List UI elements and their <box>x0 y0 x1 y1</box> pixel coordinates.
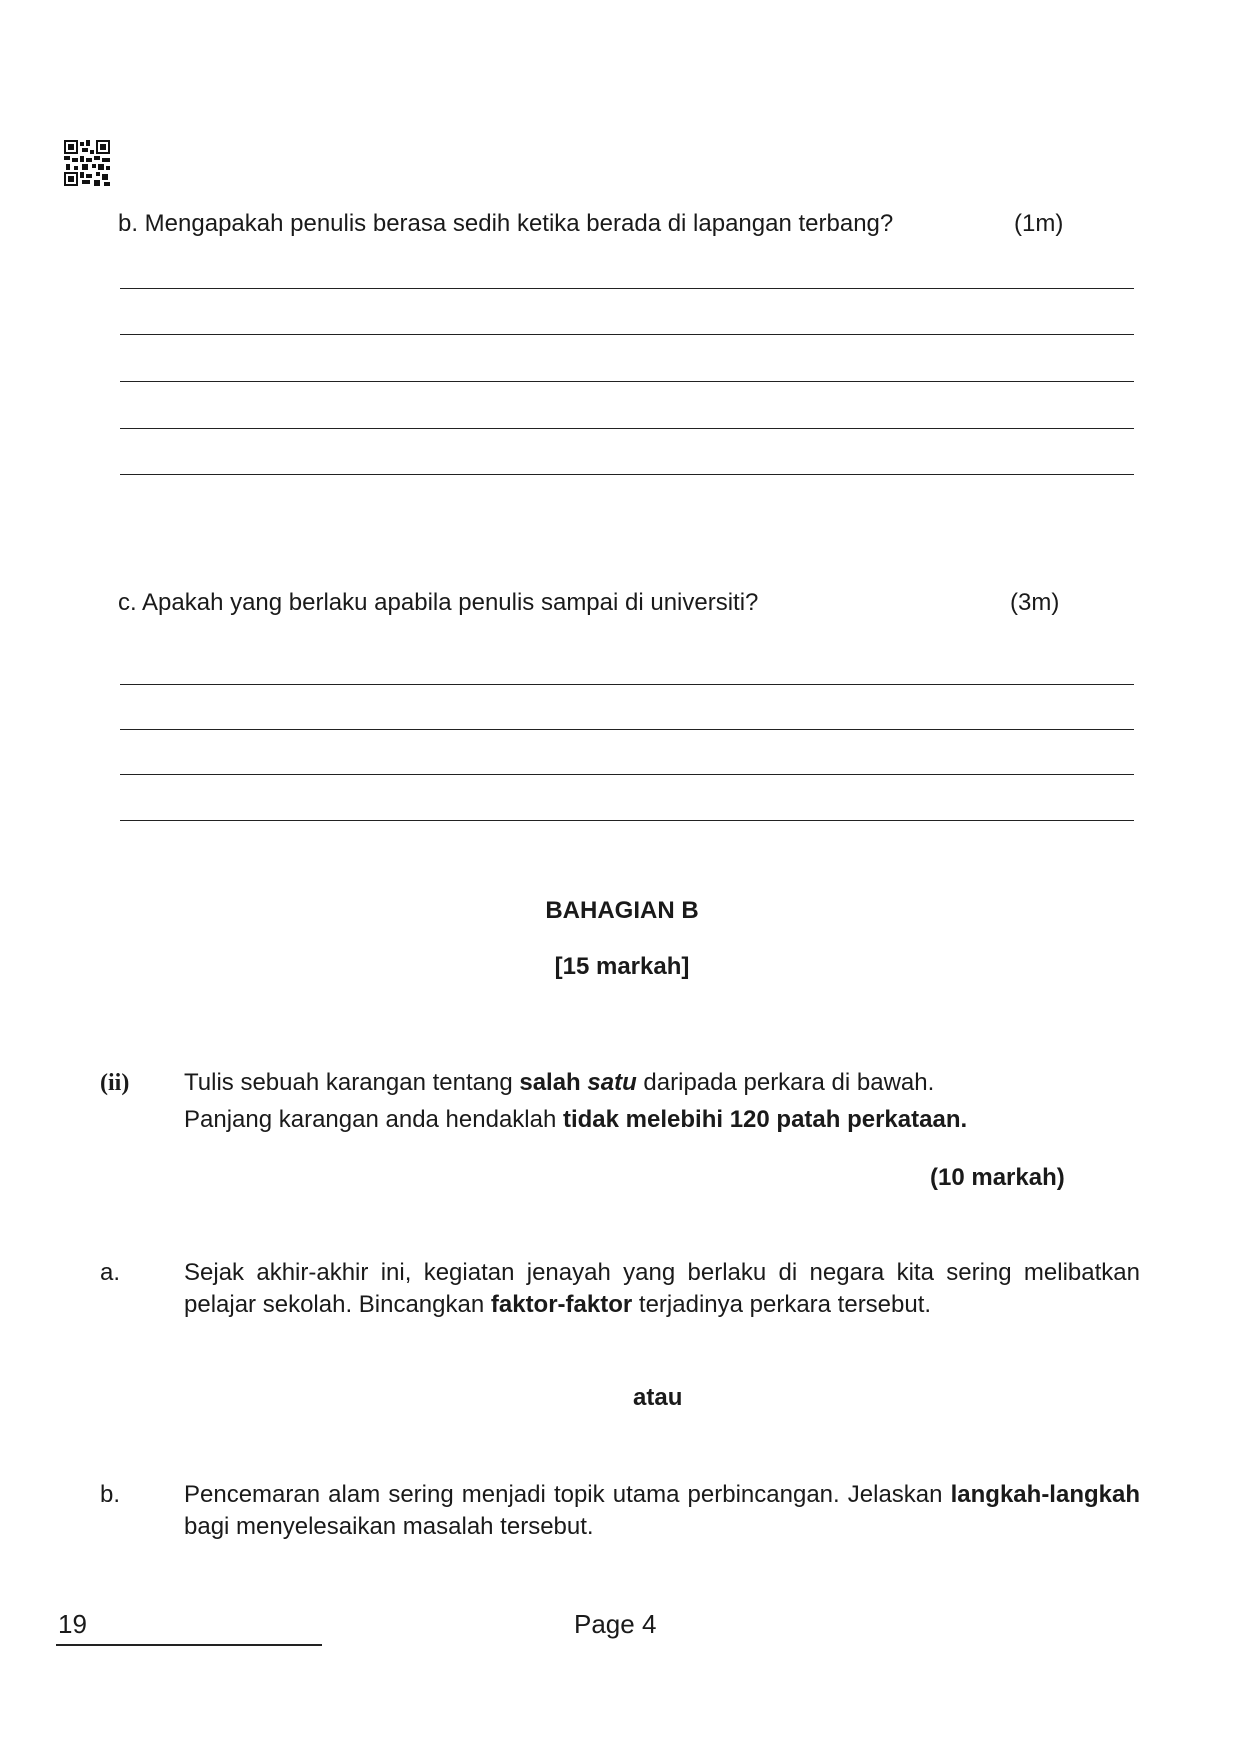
footer-number: 19 <box>58 1609 87 1639</box>
instruction-emphasis: tidak melebihi 120 patah perkataan. <box>562 1106 968 1133</box>
instruction-text: daripada perkara di bawah. <box>636 1069 935 1096</box>
option-b-text <box>184 1479 1140 1543</box>
instruction-emphasis: satu <box>587 1069 637 1096</box>
answer-line[interactable] <box>120 820 1134 821</box>
or-label: atau <box>633 1384 683 1411</box>
instruction-line-2 <box>184 1104 967 1136</box>
answer-line[interactable] <box>120 729 1134 730</box>
answer-line[interactable] <box>120 428 1134 429</box>
option-b-text-part: Pencemaran alam sering menjadi topik utama perbincangan. Jelaskan <box>184 1481 951 1508</box>
question-c-text: c. Apakah yang berlaku apabila penulis sampai di universiti? <box>118 589 759 616</box>
instruction-line-1 <box>184 1067 934 1099</box>
question-c-marks: (3m) <box>1010 589 1060 616</box>
option-a-emphasis: faktor-faktor <box>490 1291 633 1318</box>
instruction-marks: (10 markah) <box>930 1164 1065 1191</box>
section-title: BAHAGIAN B <box>545 897 699 924</box>
section-total-marks: [15 markah] <box>554 953 690 980</box>
option-a-label: a. <box>100 1259 121 1286</box>
question-b-text: b. Mengapakah penulis berasa sedih ketika berada di lapangan terbang? <box>118 210 894 237</box>
footer-divider <box>56 1644 322 1646</box>
qr-code-icon <box>64 140 110 186</box>
option-a-text <box>184 1257 1140 1321</box>
option-b-text-part: bagi menyelesaikan masalah tersebut. <box>184 1513 594 1540</box>
option-a-text-part: Sejak akhir-akhir ini, kegiatan jenayah yang berlaku di negara kita sering melibatkan pelajar sekolah. Bincangkan <box>184 1259 1140 1318</box>
instruction-number: (ii) <box>100 1070 130 1096</box>
option-b-label: b. <box>100 1481 121 1508</box>
option-b-emphasis: langkah-langkah <box>950 1481 1140 1508</box>
option-a-text-part: terjadinya perkara tersebut. <box>632 1291 932 1318</box>
answer-line[interactable] <box>120 334 1134 335</box>
instruction-emphasis: salah <box>519 1069 588 1096</box>
answer-line[interactable] <box>120 774 1134 775</box>
instruction-text: Tulis sebuah karangan tentang <box>184 1069 520 1096</box>
page-number: Page 4 <box>574 1609 657 1639</box>
answer-line[interactable] <box>120 684 1134 685</box>
answer-line[interactable] <box>120 381 1134 382</box>
question-b-marks: (1m) <box>1014 210 1064 237</box>
answer-line[interactable] <box>120 474 1134 475</box>
answer-line[interactable] <box>120 288 1134 289</box>
instruction-text: Panjang karangan anda hendaklah <box>184 1106 563 1133</box>
